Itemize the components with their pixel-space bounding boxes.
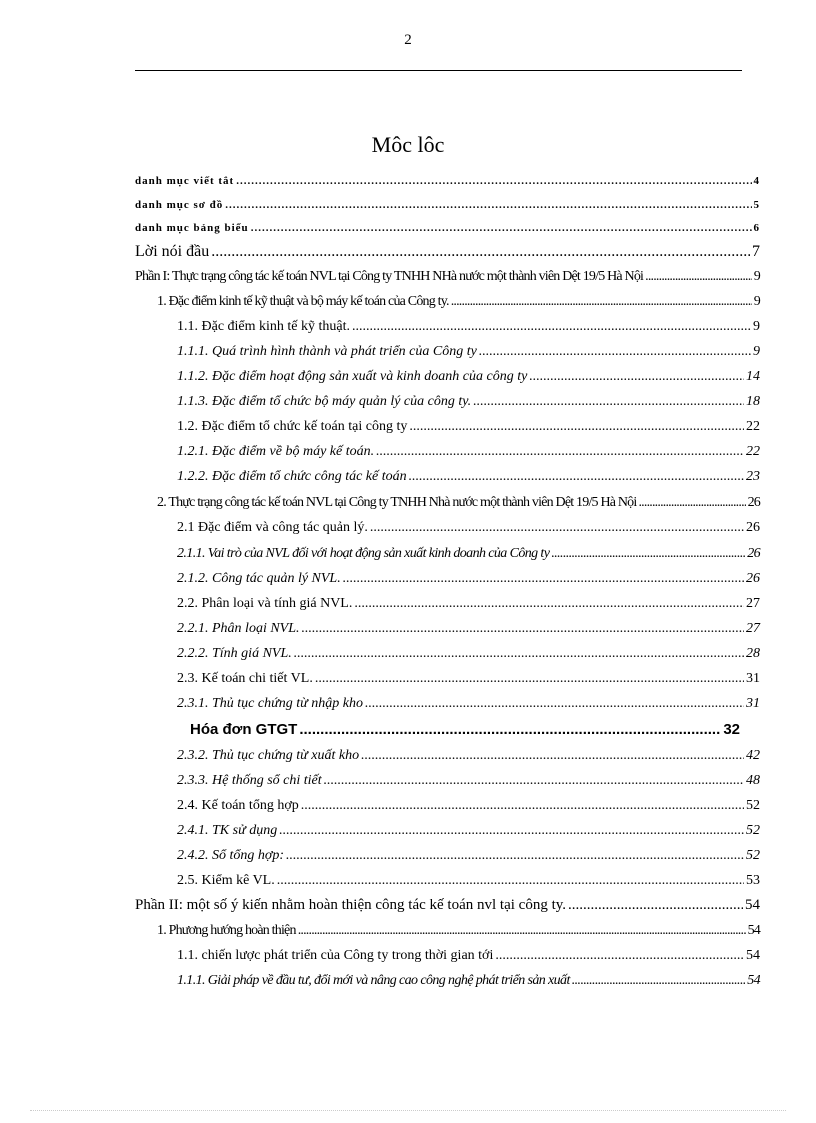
toc-entry-page: 18	[746, 394, 760, 409]
toc-entry[interactable]	[135, 897, 760, 914]
toc-entry-label: 2.1.2. Công tác quản lý NVL.	[177, 571, 341, 586]
toc-entry[interactable]	[177, 394, 760, 410]
toc-entry-label: 2.3.2. Thủ tục chứng từ xuất kho	[177, 748, 360, 763]
toc-entry[interactable]	[190, 721, 740, 738]
toc-entry-page: 54	[747, 923, 760, 938]
toc-entry-page: 22	[746, 419, 760, 434]
toc-entry[interactable]	[177, 369, 760, 385]
dot-leader	[568, 897, 743, 914]
dot-leader	[225, 199, 751, 211]
toc-entry-label: 1. Đặc điểm kinh tế kỹ thuật và bộ máy kế toán của Công ty.	[157, 294, 449, 309]
toc-entry[interactable]	[177, 848, 760, 864]
toc-entry[interactable]	[177, 469, 760, 485]
toc-entry[interactable]	[135, 243, 760, 261]
toc-entry-label: 1. Phương hướng hoàn thiện	[157, 923, 296, 938]
toc-entry[interactable]	[177, 646, 760, 662]
toc-entry-label: 2.3. Kế toán chi tiết VL.	[177, 671, 313, 686]
toc-entry-label: 2. Thực trạng công tác kế toán NVL tại Công ty TNHH Nhà nước một thành viên Dệt 19/5 Hà Nội	[157, 495, 637, 510]
toc-entry-label: 2.2.2. Tính giá NVL.	[177, 646, 292, 661]
dot-leader	[479, 344, 751, 360]
dot-leader	[236, 175, 751, 187]
dot-leader	[495, 948, 744, 964]
toc-entry-label: 1.1.2. Đặc điểm hoạt động sản xuất và kinh doanh của công ty	[177, 369, 528, 384]
dot-leader	[451, 294, 752, 310]
toc-entry-label: 2.3.1. Thủ tục chứng từ nhập kho	[177, 696, 363, 711]
dot-leader	[370, 520, 744, 536]
toc-entry-page: 23	[746, 469, 760, 484]
toc-entry-page: 52	[746, 798, 760, 813]
dot-leader	[376, 444, 744, 460]
toc-entry-page: 5	[753, 199, 760, 211]
toc-entry[interactable]	[157, 495, 760, 511]
toc-entry-label: 2.2.1. Phân loại NVL.	[177, 621, 300, 636]
toc-entry-label: 2.2. Phân loại và tính giá NVL.	[177, 596, 353, 611]
toc-entry[interactable]	[177, 873, 760, 889]
dot-leader	[324, 773, 744, 789]
toc-entry[interactable]	[177, 520, 760, 536]
dot-leader	[473, 394, 744, 410]
toc-entry-label: 1.2.1. Đặc điểm về bộ máy kế toán.	[177, 444, 375, 459]
dot-leader	[409, 419, 744, 435]
toc-entry-page: 54	[745, 897, 760, 913]
toc-entry-label: danh mục sơ đồ	[135, 199, 224, 211]
toc-entry-page: 53	[746, 873, 760, 888]
footer-rule	[30, 1110, 786, 1111]
toc-entry-label: danh mục viết tắt	[135, 175, 235, 187]
toc-entry-label: 1.1. chiến lược phát triển của Công ty trong thời gian tới	[177, 948, 494, 963]
dot-leader	[638, 495, 745, 511]
dot-leader	[529, 369, 744, 385]
toc-entry[interactable]	[157, 923, 760, 939]
dot-leader	[572, 973, 745, 989]
toc-entry-page: 9	[753, 269, 760, 284]
toc-entry-label: Hóa đơn GTGT	[190, 721, 298, 738]
toc-entry-page: 9	[753, 344, 760, 359]
toc-entry[interactable]	[177, 671, 760, 687]
toc-entry[interactable]	[177, 344, 760, 360]
toc-entry-page: 9	[753, 294, 760, 309]
toc-entry[interactable]	[177, 773, 760, 789]
toc-entry[interactable]	[135, 222, 760, 234]
toc-entry-page: 52	[746, 848, 760, 863]
toc-entry[interactable]	[177, 748, 760, 764]
toc-entry-page: 27	[746, 596, 760, 611]
toc-entry[interactable]	[177, 948, 760, 964]
toc-entry-page: 4	[753, 175, 760, 187]
toc-entry-label: 2.1.1. Vai trò của NVL đối với hoạt động sản xuất kinh doanh của Công ty	[177, 546, 550, 561]
toc-entry[interactable]	[177, 696, 760, 712]
toc-entry[interactable]	[135, 175, 760, 187]
toc-entry-page: 31	[746, 696, 760, 711]
toc-entry-page: 27	[746, 621, 760, 636]
toc-entry-page: 22	[746, 444, 760, 459]
toc-entry-page: 31	[746, 671, 760, 686]
dot-leader	[365, 696, 744, 712]
toc-entry-page: 9	[753, 319, 760, 334]
toc-entry-page: 26	[746, 520, 760, 535]
dot-leader	[277, 873, 744, 889]
dot-leader	[286, 848, 744, 864]
toc-entry-label: 1.1.3. Đặc điểm tổ chức bộ máy quản lý của công ty.	[177, 394, 472, 409]
toc-entry-label: 2.3.3. Hệ thống sổ chi tiết	[177, 773, 322, 788]
dot-leader	[409, 469, 744, 485]
dot-leader	[551, 546, 745, 562]
toc-entry-label: 1.2.2. Đặc điểm tổ chức công tác kế toán	[177, 469, 407, 484]
dot-leader	[343, 571, 744, 587]
dot-leader	[301, 798, 744, 814]
toc-entry-page: 7	[752, 243, 760, 260]
toc-entry-label: Lời nói đầu	[135, 243, 210, 260]
toc-entry-page: 26	[747, 546, 760, 561]
toc-entry[interactable]	[177, 571, 760, 587]
dot-leader	[352, 319, 751, 335]
header-rule	[135, 70, 742, 71]
dot-leader	[361, 748, 744, 764]
toc-entry-page: 52	[746, 823, 760, 838]
toc-entry-label: 2.1 Đặc điểm và công tác quản lý.	[177, 520, 368, 535]
toc-entry[interactable]	[177, 596, 760, 612]
toc-entry-page: 54	[746, 948, 760, 963]
toc-entry[interactable]	[177, 319, 760, 335]
toc-entry-label: 2.4.1. TK sử dụng	[177, 823, 278, 838]
toc-entry[interactable]	[157, 294, 760, 310]
toc-entry-label: Phần II: một số ý kiến nhằm hoàn thiện công tác kế toán nvl tại công ty.	[135, 897, 567, 913]
toc-entry[interactable]	[135, 269, 760, 285]
toc-entry-page: 6	[753, 222, 760, 234]
toc-entry-label: 2.4. Kế toán tổng hợp	[177, 798, 299, 813]
toc-entry-label: 2.4.2. Sổ tổng hợp:	[177, 848, 285, 863]
dot-leader	[299, 721, 721, 738]
dot-leader	[279, 823, 744, 839]
toc-entry-label: 1.2. Đặc điểm tổ chức kế toán tại công ty	[177, 419, 408, 434]
toc-entry-label: 2.5. Kiểm kê VL.	[177, 873, 275, 888]
dot-leader	[211, 243, 750, 261]
toc-entry[interactable]	[177, 973, 760, 989]
toc-entry-label: danh mục bảng biểu	[135, 222, 249, 234]
dot-leader	[354, 596, 744, 612]
dot-leader	[645, 269, 752, 285]
toc-title: Môc lôc	[371, 132, 445, 157]
toc-entry[interactable]	[177, 621, 760, 637]
toc-entry-label: 1.1.1. Quá trình hình thành và phát triển của Công ty	[177, 344, 477, 359]
toc-entry-label: 1.1.1. Giải pháp về đầu tư, đổi mới và nâng cao công nghệ phát triển sản xuất	[177, 973, 570, 988]
toc-entry-page: 42	[746, 748, 760, 763]
toc-entry-page: 32	[723, 721, 740, 738]
dot-leader	[251, 222, 752, 234]
toc-entry[interactable]	[177, 444, 760, 460]
toc-entry-page: 48	[746, 773, 760, 788]
toc-entry-page: 26	[747, 495, 760, 510]
page-number: 2	[404, 32, 412, 48]
toc-entry-page: 54	[747, 973, 760, 988]
dot-leader	[315, 671, 744, 687]
dot-leader	[294, 646, 744, 662]
toc-entry-label: 1.1. Đặc điểm kinh tế kỹ thuật.	[177, 319, 351, 334]
toc-entry[interactable]	[177, 419, 760, 435]
toc-entry[interactable]	[177, 546, 760, 562]
dot-leader	[302, 621, 744, 637]
toc-entry[interactable]	[177, 798, 760, 814]
toc-entry-page: 28	[746, 646, 760, 661]
dot-leader	[298, 923, 746, 939]
toc-entry-page: 26	[746, 571, 760, 586]
toc-entry-label: Phần I: Thực trạng công tác kế toán NVL tại Công ty TNHH NHà nước một thành viên Dệt 19/5 Hà Nội	[135, 269, 644, 284]
toc-entry-page: 14	[746, 369, 760, 384]
toc-entry[interactable]	[135, 199, 760, 211]
toc-entry[interactable]	[177, 823, 760, 839]
